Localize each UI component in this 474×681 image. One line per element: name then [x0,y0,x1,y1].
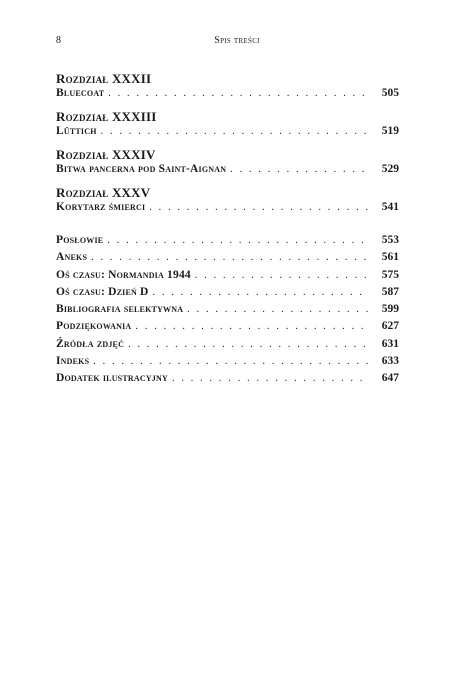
entry-title: Podziękowania [56,320,132,333]
dot-leader [172,371,369,387]
dot-leader [187,302,369,318]
entry-page: 633 [381,355,399,368]
chapter-entry [56,186,399,216]
toc-entry[interactable] [56,284,399,301]
entry-page: 505 [381,87,399,99]
entry-title: Dodatek ilustracyjny [56,372,168,385]
toc-entry[interactable] [56,199,399,216]
toc-entry[interactable] [56,232,399,249]
dot-leader [93,354,369,370]
chapter-entry [56,72,399,102]
entry-title: Bluecoat [56,87,105,99]
dot-leader [149,199,369,216]
dot-leader [195,268,369,284]
chapter-heading: Rozdział XXXV [56,185,151,200]
toc-entry[interactable] [56,267,399,284]
chapter-heading: Rozdział XXXIV [56,147,156,162]
entry-title: Bitwa pancerna pod Saint-Aignan [56,163,227,175]
entry-title: Źródła zdjęć [56,337,125,350]
toc-entry[interactable] [56,85,399,102]
dot-leader [153,285,369,301]
entry-page: 575 [381,268,399,281]
entry-title: Aneks [56,251,88,264]
entry-title: Korytarz śmierci [56,201,146,213]
table-of-contents [56,72,399,388]
chapter-entry [56,110,399,140]
entry-page: 627 [381,320,399,333]
chapter-entry [56,148,399,178]
entry-page: 587 [381,285,399,298]
entry-page: 599 [381,303,399,316]
dot-leader [108,85,369,102]
entry-title: Oś czasu: Dzień D [56,285,149,298]
toc-entry[interactable] [56,318,399,335]
entry-title: Bibliografia selektywna [56,303,184,316]
entry-page: 561 [381,251,399,264]
entry-page: 631 [381,337,399,350]
dot-leader [91,250,369,266]
entry-page: 529 [381,163,399,175]
toc-entry[interactable] [56,336,399,353]
toc-entry[interactable] [56,353,399,370]
chapter-heading: Rozdział XXXII [56,71,152,86]
backmatter-list [56,232,399,388]
toc-entry[interactable] [56,370,399,387]
entry-title: Oś czasu: Normandia 1944 [56,268,191,281]
toc-entry[interactable] [56,123,399,140]
entry-page: 541 [381,201,399,213]
dot-leader [128,337,369,353]
entry-title: Indeks [56,355,90,368]
running-title: Spis treści [214,35,260,46]
entry-page: 519 [381,125,399,137]
dot-leader [101,123,369,140]
entry-title: Posłowie [56,234,104,246]
entry-title: Lüttich [56,125,97,137]
dot-leader [107,233,369,249]
toc-entry[interactable] [56,249,399,266]
toc-entry[interactable] [56,301,399,318]
page-number: 8 [56,35,61,46]
entry-page: 553 [381,234,399,246]
chapter-heading: Rozdział XXXIII [56,109,157,124]
toc-entry[interactable] [56,161,399,178]
dot-leader [135,319,369,335]
dot-leader [230,161,369,178]
entry-page: 647 [381,372,399,385]
